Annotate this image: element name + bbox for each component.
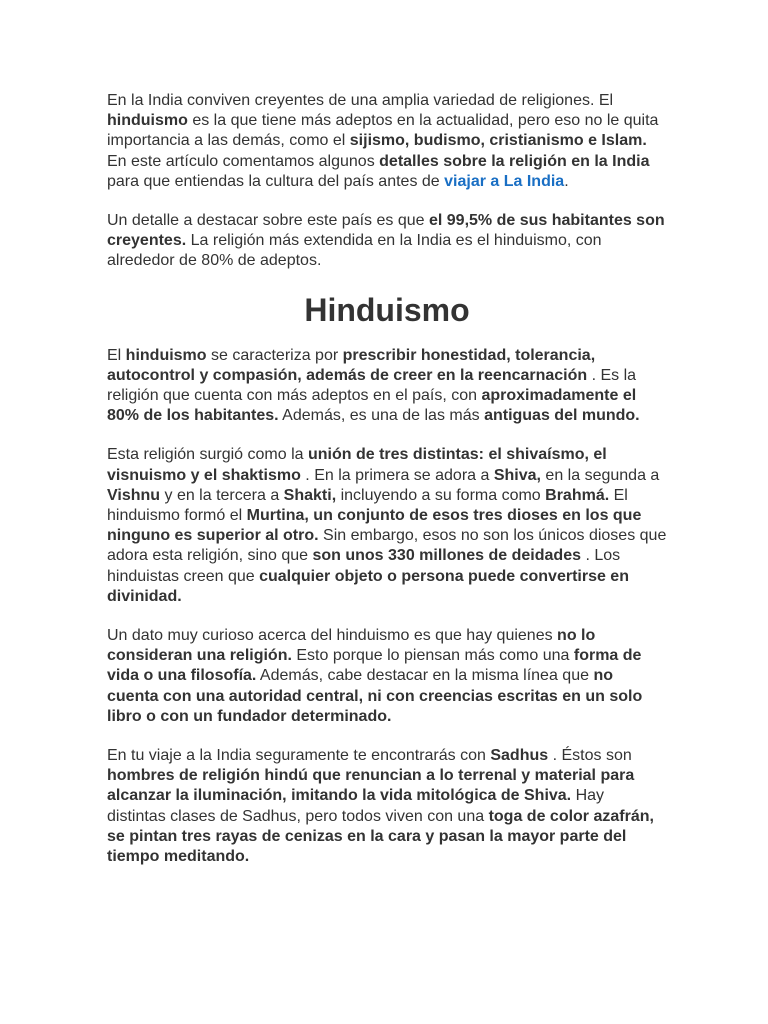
h3-bold-1: no lo consideran una religión. [107, 627, 596, 665]
h2-bold-4: Shakti, [283, 486, 337, 504]
h3-bold-2: forma de vida o una filosofía. [107, 647, 642, 685]
h4-bold-1: Sadhus [490, 747, 549, 765]
detail-bold-1: el 99,5% de sus habitantes son creyentes. [107, 212, 665, 250]
h1-bold-4: antiguas del mundo. [484, 407, 640, 425]
h2-text-5: incluyendo a su forma como [336, 486, 546, 504]
intro-text-2: es la que tiene más adeptos en la actualidad, pero eso no le quita importancia a las demás, como el [107, 112, 659, 150]
h1-text-1: El [107, 346, 126, 364]
h4-bold-2: hombres de religión hindú que renuncian a lo terrenal y material para alcanzar la iluminación, imitando la vida mitológica de Shiva. [107, 767, 635, 805]
h1-text-2: se caracteriza por [206, 346, 343, 364]
h4-bold-3: toga de color azafrán, se pintan tres rayas de cenizas en la cara y pasan la mayor parte del tiempo meditando. [107, 807, 654, 866]
h3-text-3: Además, cabe destacar en la misma línea que [256, 667, 594, 685]
h2-text-7: Sin embargo, esos no son los únicos dioses que adora esta religión, sino que [107, 527, 667, 565]
h2-text-3: en la segunda a [540, 466, 660, 484]
h2-bold-3: Vishnu [107, 486, 161, 504]
intro-text-1: En la India conviven creyentes de una amplia variedad de religiones. El [107, 92, 614, 109]
intro-bold-3: detalles sobre la religión en la India [379, 152, 650, 170]
h2-text-4: y en la tercera a [160, 486, 284, 504]
detail-paragraph [107, 211, 667, 272]
article-body [107, 91, 667, 867]
h2-text-8: . Los hinduistas creen que [107, 547, 621, 585]
h1-text-3: . Es la religión que cuenta con más adeptos en el país, con [107, 366, 637, 405]
section-heading: Hinduismo [304, 291, 470, 328]
h1-bold-2: prescribir honestidad, tolerancia, autocontrol y compasión, además de creer en la reencarnación [107, 346, 596, 384]
hinduismo-paragraph-4 [107, 746, 667, 867]
intro-paragraph [107, 91, 667, 192]
h2-text-2: . En la primera se adora a [300, 466, 494, 484]
intro-bold-1: hinduismo [107, 112, 188, 130]
intro-text-3: En este artículo comentamos algunos [107, 152, 380, 170]
h2-bold-1: unión de tres distintas: el shivaísmo, el visnuismo y el shaktismo [107, 446, 607, 484]
h2-bold-5: Brahmá. [545, 486, 610, 504]
viajar-india-link[interactable]: viajar a La India [444, 172, 565, 190]
intro-text-4: para que entiendas la cultura del país antes de [107, 172, 445, 190]
h3-text-1: Un dato muy curioso acerca del hinduismo es que hay quienes [107, 627, 558, 645]
h3-text-2: Esto porque lo piensan más como una [291, 647, 574, 665]
hinduismo-paragraph-1 [107, 346, 667, 427]
h1-text-4: Además, es una de las más [278, 407, 485, 425]
h1-bold-1: hinduismo [125, 346, 207, 364]
hinduismo-paragraph-2 [107, 445, 667, 607]
h4-text-3: Hay distintas clases de Sadhus, pero todos viven con una [107, 787, 605, 825]
intro-text-5: . [564, 172, 569, 190]
h2-text-6: El hinduismo formó el [107, 486, 628, 525]
detail-text-2: La religión más extendida en la India es el hinduismo, con alrededor de 80% de adeptos. [107, 232, 602, 270]
h3-bold-3: no cuenta con una autoridad central, ni con creencias escritas en un solo libro o con un fundador determinado. [107, 667, 643, 725]
h2-text-1: Esta religión surgió como la [107, 446, 308, 464]
h2-bold-7: son unos 330 millones de deidades [312, 547, 581, 565]
h4-text-2: . Éstos son [548, 747, 632, 765]
hinduismo-paragraph-3 [107, 626, 667, 727]
h1-bold-3: aproximadamente el 80% de los habitantes. [107, 387, 637, 425]
detail-text-1: Un detalle a destacar sobre este país es que [107, 212, 429, 230]
intro-bold-2: sijismo, budismo, cristianismo e Islam. [349, 132, 647, 150]
h4-text-1: En tu viaje a la India seguramente te encontrarás con [107, 747, 491, 765]
h2-bold-8: cualquier objeto o persona puede convertirse en divinidad. [107, 567, 629, 605]
h2-bold-2: Shiva, [493, 466, 541, 484]
h2-bold-6: Murtina, un conjunto de esos tres dioses en los que ninguno es superior al otro. [107, 507, 642, 545]
